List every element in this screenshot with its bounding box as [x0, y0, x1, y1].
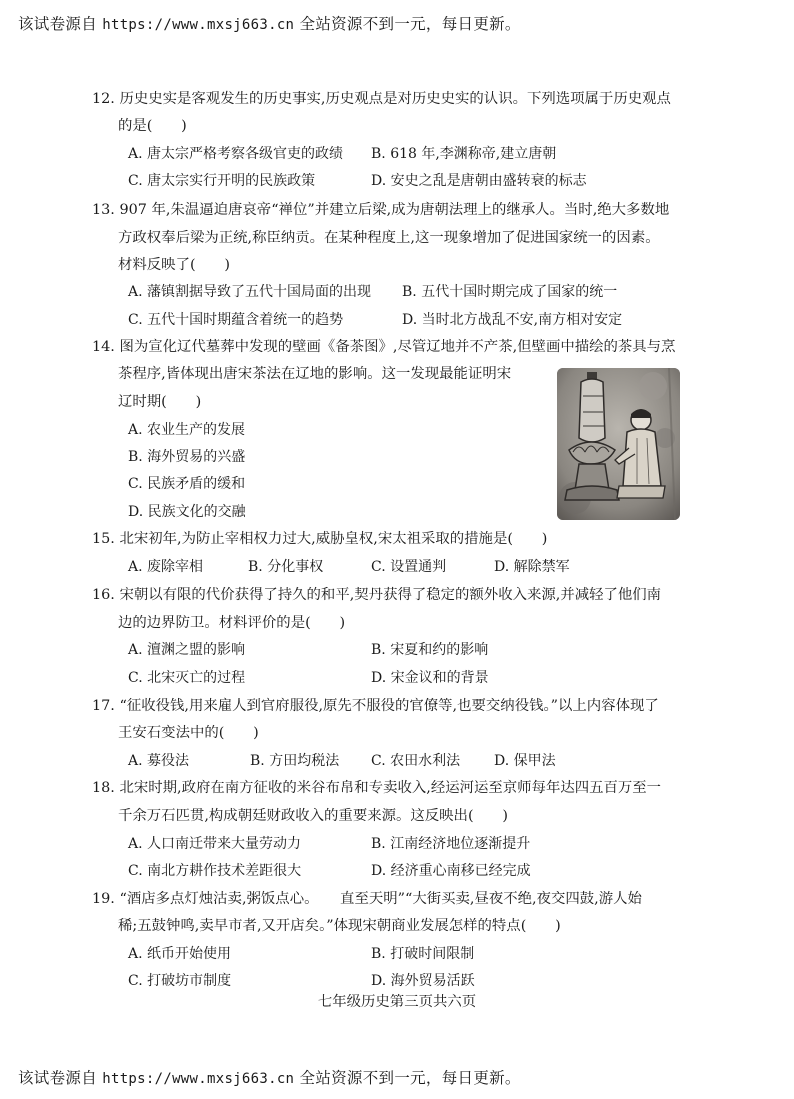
banner-prefix: 该试卷源自 — [18, 1069, 98, 1087]
q17-option-a[interactable]: A. 募役法 — [128, 753, 190, 769]
banner-url-link[interactable]: https://www.mxsj663.cn — [102, 1071, 295, 1087]
q17-stem-line1: 17. “征收役钱,用来雇人到官府服役,原先不服役的官僚等,也要交纳役钱。”以上内容体现了 — [92, 698, 659, 714]
q18-option-c[interactable]: C. 南北方耕作技术差距很大 — [128, 863, 302, 879]
q13-stem-line1: 13. 907 年,朱温逼迫唐哀帝“禅位”并建立后梁,成为唐朝法理上的继承人。当时,绝大多数地 — [92, 202, 670, 218]
q16-stem-line1: 16. 宋朝以有限的代价获得了持久的和平,契丹获得了稳定的额外收入来源,并减轻了他们南 — [92, 587, 662, 603]
q16-option-a[interactable]: A. 澶渊之盟的影响 — [128, 642, 246, 658]
q14-stem-line2: 茶程序,皆体现出唐宋茶法在辽地的影响。这一发现最能证明宋 — [118, 366, 512, 382]
q16-option-c[interactable]: C. 北宋灭亡的过程 — [128, 670, 246, 686]
q18-option-b[interactable]: B. 江南经济地位逐渐提升 — [371, 836, 531, 852]
q19-stem-line1: 19. “酒店多点灯烛沽卖,粥饭点心。 直至天明”“大街买卖,昼夜不绝,夜交四鼓,游人始 — [92, 891, 642, 907]
page-footer: 七年级历史第三页共六页 — [317, 994, 477, 1010]
q18-option-a[interactable]: A. 人口南迁带来大量劳动力 — [128, 836, 302, 852]
q19-option-b[interactable]: B. 打破时间限制 — [371, 946, 475, 962]
q16-stem-line2: 边的边界防卫。材料评价的是( ) — [118, 615, 346, 631]
banner-prefix: 该试卷源自 — [18, 15, 98, 33]
q14-stem-line3: 辽时期( ) — [118, 394, 202, 410]
q14-option-d[interactable]: D. 民族文化的交融 — [128, 504, 246, 520]
q16-option-b[interactable]: B. 宋夏和约的影响 — [371, 642, 489, 658]
q12-option-c[interactable]: C. 唐太宗实行开明的民族政策 — [128, 173, 316, 189]
q18-stem-line1: 18. 北宋时期,政府在南方征收的米谷布帛和专卖收入,经运河运至京师每年达四五百万至一 — [92, 780, 662, 796]
q19-option-a[interactable]: A. 纸币开始使用 — [128, 946, 232, 962]
q14-stem-line1: 14. 图为宣化辽代墓葬中发现的壁画《备茶图》,尽管辽地并不产茶,但壁画中描绘的茶具与烹 — [92, 339, 676, 355]
q13-stem-line2: 方政权奉后梁为正统,称臣纳贡。在某种程度上,这一现象增加了促进国家统一的因素。 — [118, 230, 660, 246]
q15-option-a[interactable]: A. 废除宰相 — [128, 559, 204, 575]
q17-stem-line2: 王安石变法中的( ) — [118, 725, 259, 741]
q15-option-b[interactable]: B. 分化事权 — [248, 559, 324, 575]
banner-suffix: 全站资源不到一元，每日更新。 — [299, 15, 521, 33]
banner-suffix: 全站资源不到一元，每日更新。 — [299, 1069, 521, 1087]
q14-option-c[interactable]: C. 民族矛盾的缓和 — [128, 476, 246, 492]
q19-stem-line2: 稀;五鼓钟鸣,卖早市者,又开店矣。”体现宋朝商业发展怎样的特点( ) — [118, 918, 561, 934]
q13-option-d[interactable]: D. 当时北方战乱不安,南方相对安定 — [402, 312, 623, 328]
q13-stem-line3: 材料反映了( ) — [118, 257, 230, 273]
tea-preparation-mural-image — [557, 368, 680, 520]
q12-option-d[interactable]: D. 安史之乱是唐朝由盛转衰的标志 — [371, 173, 587, 189]
source-banner-top — [18, 12, 521, 34]
q13-option-b[interactable]: B. 五代十国时期完成了国家的统一 — [402, 284, 618, 300]
banner-url-link[interactable]: https://www.mxsj663.cn — [102, 17, 295, 33]
q15-option-d[interactable]: D. 解除禁军 — [494, 559, 570, 575]
q18-option-d[interactable]: D. 经济重心南移已经完成 — [371, 863, 531, 879]
q12-stem-line1: 12. 历史史实是客观发生的历史事实,历史观点是对历史史实的认识。下列选项属于历史观点 — [92, 91, 671, 107]
q19-option-d[interactable]: D. 海外贸易活跃 — [371, 973, 475, 989]
q12-option-b[interactable]: B. 618 年,李渊称帝,建立唐朝 — [371, 146, 557, 162]
q17-option-b[interactable]: B. 方田均税法 — [250, 753, 340, 769]
q13-option-a[interactable]: A. 藩镇割据导致了五代十国局面的出现 — [128, 284, 372, 300]
q16-option-d[interactable]: D. 宋金议和的背景 — [371, 670, 489, 686]
q14-option-b[interactable]: B. 海外贸易的兴盛 — [128, 449, 246, 465]
q13-option-c[interactable]: C. 五代十国时期蕴含着统一的趋势 — [128, 312, 344, 328]
source-banner-bottom — [18, 1066, 521, 1088]
q18-stem-line2: 千余万石匹贯,构成朝廷财政收入的重要来源。这反映出( ) — [118, 808, 508, 824]
q14-option-a[interactable]: A. 农业生产的发展 — [128, 422, 246, 438]
q15-stem-line1: 15. 北宋初年,为防止宰相权力过大,威胁皇权,宋太祖采取的措施是( ) — [92, 531, 548, 547]
q12-option-a[interactable]: A. 唐太宗严格考察各级官吏的政绩 — [128, 146, 344, 162]
q19-option-c[interactable]: C. 打破坊市制度 — [128, 973, 232, 989]
q17-option-d[interactable]: D. 保甲法 — [494, 753, 556, 769]
q12-stem-line2: 的是( ) — [118, 118, 187, 134]
q15-option-c[interactable]: C. 设置通判 — [371, 559, 447, 575]
q17-option-c[interactable]: C. 农田水利法 — [371, 753, 461, 769]
